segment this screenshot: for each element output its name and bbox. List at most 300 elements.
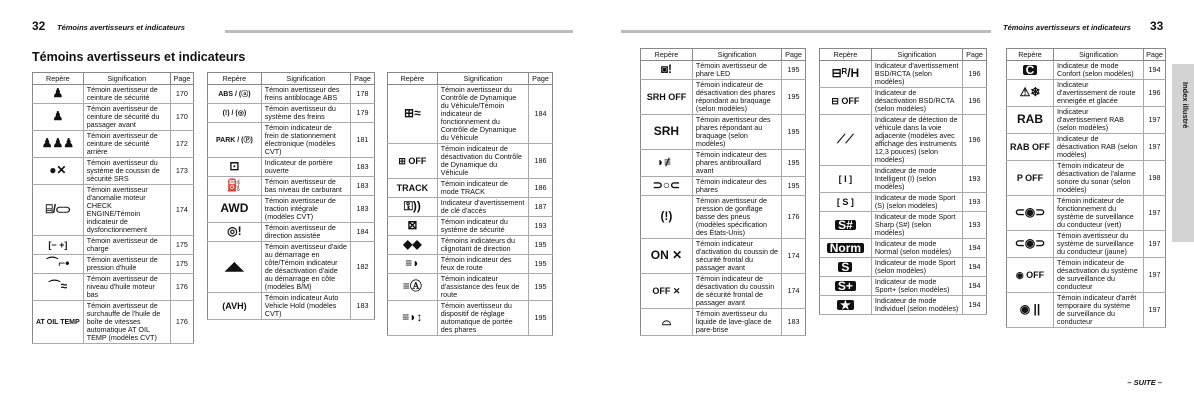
indicator-table-right-3 [1006,48,1166,328]
header-meaning: Signification [692,49,781,61]
steering-icon: ◎! [227,224,242,238]
meaning-cell: Témoin avertisseur du dispositif de réglage automatique de portée des phares [437,301,528,336]
page-ref-cell: 178 [351,85,375,104]
table-row [388,236,553,255]
passenger-airbag-off-icon: OFF ✕ [652,285,681,296]
table-row [33,85,194,104]
meaning-cell: Témoin avertisseur du liquide de lave-glace de pare-brise [692,309,781,336]
passenger-airbag-on-icon: ON ✕ [650,248,683,262]
symbol-cell [33,236,84,255]
meaning-cell: Témoin avertisseur d'aide au démarrage en côte/Témoin indicateur de désactivation d'aide au démarrage en côte (modèles B/M) [261,242,350,293]
symbol-cell [1007,161,1054,196]
table-row [820,166,987,193]
page-number-left: 32 [32,19,46,33]
table-row [388,301,553,336]
table-row [1007,107,1166,134]
meaning-cell: Témoin avertisseur de ceinture de sécurité arrière [83,131,170,158]
meaning-cell: Témoin indicateur des feux de route [437,255,528,274]
page-ref-cell: 183 [351,196,375,223]
meaning-cell: Indicateur d'avertissement de clé d'accès [437,198,528,217]
table-row [820,88,987,115]
srh-off-icon: SRH OFF [646,91,687,102]
meaning-cell: Indicateur de mode Sport (S) (selon modèles) [871,193,962,212]
symbol-cell [388,198,438,217]
vdc-off-icon: ⊞ OFF [398,155,427,166]
meaning-cell: Témoin indicateur de désactivation de l'alarme sonore du sonar (selon modèles) [1054,161,1144,196]
page-ref-cell: 197 [1144,293,1166,328]
page-ref-cell: 182 [351,242,375,293]
table-row [820,193,987,212]
page-ref-cell: 187 [529,198,553,217]
page-ref-cell: 195 [782,115,806,150]
table-row [1007,80,1166,107]
symbol-cell [388,144,438,179]
at-oil-temp-icon: AT OIL TEMP [36,318,80,326]
battery-icon: [− +] [48,239,68,250]
running-header-left: Témoins avertisseurs et indicateurs [57,23,185,32]
symbol-cell [208,177,262,196]
meaning-cell: Témoin avertisseur des freins antiblocage ABS [261,85,350,104]
rab-icon: RAB [1017,112,1043,126]
meaning-cell: Indicateur de mode Individuel (selon modèles) [871,296,962,315]
page-ref-cell: 193 [963,166,987,193]
symbol-cell [641,177,693,196]
table-row [208,196,375,223]
page-ref-cell: 194 [963,296,987,315]
symbol-cell [33,85,84,104]
table-row [208,223,375,242]
rab-off-icon: RAB OFF [1010,141,1050,152]
meaning-cell: Indicateur de mode Confort (selon modèles) [1054,61,1144,80]
table-row [33,158,194,185]
symbol-cell [820,166,872,193]
header-symbol: Repère [820,49,872,61]
symbol-cell [388,236,438,255]
table-row [388,274,553,301]
passenger-seatbelt-icon: ♟ [52,109,64,123]
page-ref-cell: 195 [529,255,553,274]
table-row [820,115,987,166]
table-row [641,115,806,150]
meaning-cell: Témoin avertisseur de phare LED [692,61,781,80]
symbol-cell [33,131,84,158]
symbol-cell [208,293,262,320]
table-row [388,198,553,217]
table-row [1007,161,1166,196]
header-page: Page [1144,49,1166,61]
page-ref-cell: 195 [782,61,806,80]
table-row [208,104,375,123]
driver-monitor-yellow-icon: ⊂◉⊃ [1014,236,1046,250]
symbol-cell [388,301,438,336]
headlight-leveling-icon: ≡◗↕ [402,310,423,324]
symbol-cell [1007,134,1054,161]
individual-mode-icon: ★ [837,300,854,310]
symbol-cell [388,255,438,274]
table-row [641,150,806,177]
table-row [820,239,987,258]
indicator-table-right-1 [640,48,806,336]
indicator-table-left-3 [387,72,553,336]
meaning-cell: Témoin avertisseur de niveau d'huile moteur bas [83,274,170,301]
symbol-cell [208,158,262,177]
page-ref-cell: 170 [170,104,193,131]
driver-monitor-paused-icon: ◉ || [1019,302,1041,316]
symbol-cell [641,115,693,150]
symbol-cell [1007,231,1054,258]
table-header-row [641,49,806,61]
table-row [208,85,375,104]
table-row [388,85,553,144]
symbol-cell [641,80,693,115]
symbol-cell [820,212,872,239]
turn-signal-icon: ◆◆ [403,237,422,251]
key-access-icon: ⚿)) [403,199,421,213]
page-ref-cell: 196 [1144,80,1166,107]
symbol-cell [208,85,262,104]
page-ref-cell: 174 [782,239,806,274]
table-header-row [33,73,194,85]
symbol-cell [33,104,84,131]
page-number-right: 33 [1150,19,1164,33]
meaning-cell: Témoin avertisseur de ceinture de sécurité du passager avant [83,104,170,131]
meaning-cell: Témoin indicateur des phares [692,177,781,196]
table-row [208,158,375,177]
table-row [33,185,194,236]
table-row [388,255,553,274]
check-engine-icon: ⌸/⊂⊃ [45,202,71,216]
page-ref-cell: 194 [963,239,987,258]
symbol-cell [33,158,84,185]
meaning-cell: Témoin avertisseur du système de coussin de sécurité SRS [83,158,170,185]
page-ref-cell: 173 [170,158,193,185]
header-rule-right [621,30,991,33]
symbol-cell [388,85,438,144]
symbol-cell [820,239,872,258]
brake-icon: (!) / (◎) [222,109,247,117]
symbol-cell [33,301,84,344]
symbol-cell [820,296,872,315]
table-row [641,239,806,274]
driver-monitor-green-icon: ⊂◉⊃ [1014,205,1046,219]
table-header-row [820,49,987,61]
sport-s-mode-icon: S [838,262,852,272]
table-row [33,301,194,344]
meaning-cell: Témoin indicateur d'arrêt temporaire du système de surveillance du conducteur [1054,293,1144,328]
meaning-cell: Témoin avertisseur d'anomalie moteur CHECK ENGINE/Témoin indicateur de dysfonctionnement [83,185,170,236]
page-ref-cell: 183 [782,309,806,336]
header-meaning: Signification [261,73,350,85]
icy-road-icon: ⚠❄ [1019,85,1041,99]
hill-start-icon: ◢◣ [225,259,244,273]
meaning-cell: Témoin indicateur d'activation du coussin de sécurité frontal du passager avant [692,239,781,274]
meaning-cell: Témoin avertisseur des phares répondant au braquage (selon modèles) [692,115,781,150]
header-page: Page [529,73,553,85]
meaning-cell: Indicateur de mode Intelligent (I) (selon modèles) [871,166,962,193]
header-page: Page [963,49,987,61]
page-ref-cell: 195 [782,150,806,177]
table-row [820,296,987,315]
intelligent-mode-icon: [ I ] [838,173,853,184]
symbol-cell [33,185,84,236]
page-ref-cell: 181 [351,123,375,158]
meaning-cell: Indicateur de mode Sport Sharp (S#) (selon modèles) [871,212,962,239]
driver-monitor-off-icon: ◉ OFF [1015,269,1045,280]
table-row [1007,61,1166,80]
sport-sharp-mode-icon: S# [835,220,856,230]
table-row [820,277,987,296]
page-ref-cell: 193 [963,193,987,212]
page-ref-cell: 174 [170,185,193,236]
page-ref-cell: 186 [529,179,553,198]
meaning-cell: Indicateur de désactivation BSD/RCTA (selon modèles) [871,88,962,115]
indicator-table-right-2 [819,48,987,315]
table-row [208,293,375,320]
table-row [388,179,553,198]
symbol-cell [641,239,693,274]
right-page [597,0,1194,400]
table-row [641,80,806,115]
table-row [33,274,194,301]
door-open-icon: ⊡ [229,159,240,173]
header-symbol: Repère [641,49,693,61]
fog-light-icon: ◗≢ [656,155,677,169]
meaning-cell: Témoin avertisseur de traction intégrale (modèles CVT) [261,196,350,223]
table-row [820,258,987,277]
meaning-cell: Indicateur de mode Sport (selon modèles) [871,258,962,277]
page-ref-cell: 179 [351,104,375,123]
table-row [641,177,806,196]
table-header-row [388,73,553,85]
header-page: Page [170,73,193,85]
symbol-cell [820,88,872,115]
table-row [1007,258,1166,293]
symbol-cell [820,115,872,166]
page-ref-cell: 196 [963,88,987,115]
table-row [641,61,806,80]
meaning-cell: Indicateur d'avertissement BSD/RCTA (selon modèles) [871,61,962,88]
rear-seatbelt-icon: ♟♟♟ [41,136,74,150]
meaning-cell: Témoin indicateur de désactivation du système de surveillance du conducteur [1054,258,1144,293]
page-ref-cell: 172 [170,131,193,158]
symbol-cell [641,309,693,336]
page-ref-cell: 197 [1144,258,1166,293]
page-ref-cell: 183 [351,293,375,320]
position-light-icon: ⊃○⊂ [652,178,681,192]
lane-departure-icon: ⟋⟋ [837,132,854,146]
table-row [33,131,194,158]
meaning-cell: Témoin indicateur d'assistance des feux de route [437,274,528,301]
sport-mode-icon: [ S ] [836,196,854,207]
meaning-cell: Témoin indicateur de mode TRACK [437,179,528,198]
page-ref-cell: 194 [1144,61,1166,80]
table-row [33,236,194,255]
header-symbol: Repère [208,73,262,85]
page-ref-cell: 195 [782,177,806,196]
page-ref-cell: 193 [963,212,987,239]
table-row [388,217,553,236]
section-title: Témoins avertisseurs et indicateurs [32,50,246,64]
tire-pressure-icon: (!) [660,209,673,223]
meaning-cell: Témoins indicateurs du clignotant de direction [437,236,528,255]
meaning-cell: Témoin avertisseur du système de surveillance du conducteur (jaune) [1054,231,1144,258]
meaning-cell: Indicateur de mode Normal (selon modèles) [871,239,962,258]
page-ref-cell: 176 [170,301,193,344]
symbol-cell [388,179,438,198]
security-icon: ⊠ [407,218,418,232]
comfort-mode-icon: C [1023,65,1038,75]
meaning-cell: Témoin avertisseur de direction assistée [261,223,350,242]
table-row [33,255,194,274]
high-beam-assist-icon: ≡Ⓐ [402,279,422,293]
meaning-cell: Témoin avertisseur de charge [83,236,170,255]
washer-fluid-icon: ⌓ [661,314,672,328]
page-ref-cell: 184 [351,223,375,242]
indicator-table-left-1 [32,72,194,344]
page-ref-cell: 170 [170,85,193,104]
meaning-cell: Témoin indicateur des phares antibrouillard avant [692,150,781,177]
table-row [208,177,375,196]
table-header-row [208,73,375,85]
header-meaning: Signification [437,73,528,85]
meaning-cell: Témoin indicateur du système de sécurité [437,217,528,236]
seatbelt-icon: ♟ [52,86,64,100]
meaning-cell: Témoin indicateur de désactivation du Contrôle de Dynamique du Véhicule [437,144,528,179]
meaning-cell: Témoin avertisseur du Contrôle de Dynamique du Véhicule/Témoin indicateur de fonctionnement du Contrôle de Dynamique du Véhicule [437,85,528,144]
symbol-cell [820,193,872,212]
page-ref-cell: 174 [782,274,806,309]
high-beam-icon: ≡◗ [405,256,420,270]
symbol-cell [208,104,262,123]
symbol-cell [1007,80,1054,107]
page-ref-cell: 193 [529,217,553,236]
symbol-cell [33,274,84,301]
header-symbol: Repère [33,73,84,85]
symbol-cell [641,61,693,80]
symbol-cell [1007,196,1054,231]
bsd-rcta-icon: ⊟ᴿ/H [831,66,860,80]
symbol-cell [388,217,438,236]
meaning-cell: Indicateur de désactivation RAB (selon modèles) [1054,134,1144,161]
page-ref-cell: 197 [1144,196,1166,231]
symbol-cell [641,196,693,239]
header-meaning: Signification [871,49,962,61]
auto-vehicle-hold-icon: (AVH) [222,300,247,311]
meaning-cell: Indicateur de portière ouverte [261,158,350,177]
indicator-table-left-2 [207,72,375,320]
page-ref-cell: 183 [351,158,375,177]
page-ref-cell: 198 [1144,161,1166,196]
table-row [641,274,806,309]
page-ref-cell: 175 [170,255,193,274]
meaning-cell: Témoin avertisseur de surchauffe de l'huile de boîte de vitesses automatique AT OIL TEMP (modèles CVT) [83,301,170,344]
table-row [208,242,375,293]
meaning-cell: Indicateur d'avertissement RAB (selon modèles) [1054,107,1144,134]
page-ref-cell: 196 [963,115,987,166]
symbol-cell [820,277,872,296]
page-ref-cell: 197 [1144,231,1166,258]
header-meaning: Signification [1054,49,1144,61]
table-header-row [1007,49,1166,61]
continued-footer: – SUITE – [1127,378,1162,387]
srh-icon: SRH [653,124,680,138]
page-ref-cell: 195 [529,274,553,301]
symbol-cell [208,242,262,293]
table-row [820,61,987,88]
meaning-cell: Témoin indicateur de désactivation des phares répondant au braquage (selon modèles) [692,80,781,115]
meaning-cell: Témoin avertisseur de pression de gonflage basse des pneus (modèles spécification des États-Unis) [692,196,781,239]
meaning-cell: Témoin indicateur de désactivation du coussin de sécurité frontal de passager avant [692,274,781,309]
symbol-cell [1007,293,1054,328]
awd-icon: AWD [220,201,249,215]
led-headlight-icon: ◙! [660,62,673,76]
header-symbol: Repère [1007,49,1054,61]
oil-level-icon: ⌒≈ [48,279,68,293]
page-ref-cell: 184 [529,85,553,144]
symbol-cell [641,150,693,177]
bsd-rcta-off-icon: ⊟ OFF [831,95,860,106]
meaning-cell: Témoin avertisseur de ceinture de sécurité [83,85,170,104]
meaning-cell: Témoin indicateur de fonctionnement du système de surveillance du conducteur (vert) [1054,196,1144,231]
page-ref-cell: 194 [963,277,987,296]
symbol-cell [208,223,262,242]
page-ref-cell: 195 [529,301,553,336]
symbol-cell [208,123,262,158]
meaning-cell: Indicateur de mode Sport+ (selon modèles) [871,277,962,296]
table-row [1007,293,1166,328]
symbol-cell [208,196,262,223]
normal-mode-icon: Norm [827,243,864,253]
symbol-cell [33,255,84,274]
header-rule-left [225,30,573,33]
symbol-cell [1007,258,1054,293]
page-ref-cell: 176 [170,274,193,301]
symbol-cell [820,258,872,277]
page-ref-cell: 196 [963,61,987,88]
side-tab-label: Index illustré [1181,82,1190,129]
abs-icon: ABS / (ⓐ) [218,90,251,98]
table-row [641,309,806,336]
header-symbol: Repère [388,73,438,85]
meaning-cell: Indicateur d'avertissement de route enneigée et glacée [1054,80,1144,107]
meaning-cell: Témoin avertisseur de bas niveau de carburant [261,177,350,196]
header-page: Page [782,49,806,61]
table-row [33,104,194,131]
table-row [1007,196,1166,231]
table-row [1007,134,1166,161]
table-row [1007,231,1166,258]
track-icon: TRACK [396,182,429,193]
sonar-off-icon: P OFF [1016,172,1044,183]
oil-pressure-icon: ⌒⌐• [46,256,70,270]
meaning-cell: Témoin avertisseur de pression d'huile [83,255,170,274]
running-header-right: Témoins avertisseurs et indicateurs [1003,23,1131,32]
meaning-cell: Témoin indicateur Auto Vehicle Hold (modèles CVT) [261,293,350,320]
header-meaning: Signification [83,73,170,85]
parking-brake-icon: PARK / (Ⓟ) [215,136,253,144]
table-row [820,212,987,239]
page-ref-cell: 197 [1144,134,1166,161]
header-page: Page [351,73,375,85]
page-ref-cell: 195 [529,236,553,255]
symbol-cell [1007,107,1054,134]
page-ref-cell: 195 [782,80,806,115]
page-ref-cell: 186 [529,144,553,179]
sport-plus-mode-icon: S+ [835,281,856,291]
meaning-cell: Témoin avertisseur du système des freins [261,104,350,123]
vdc-icon: ⊞≈ [404,106,421,120]
page-ref-cell: 183 [351,177,375,196]
